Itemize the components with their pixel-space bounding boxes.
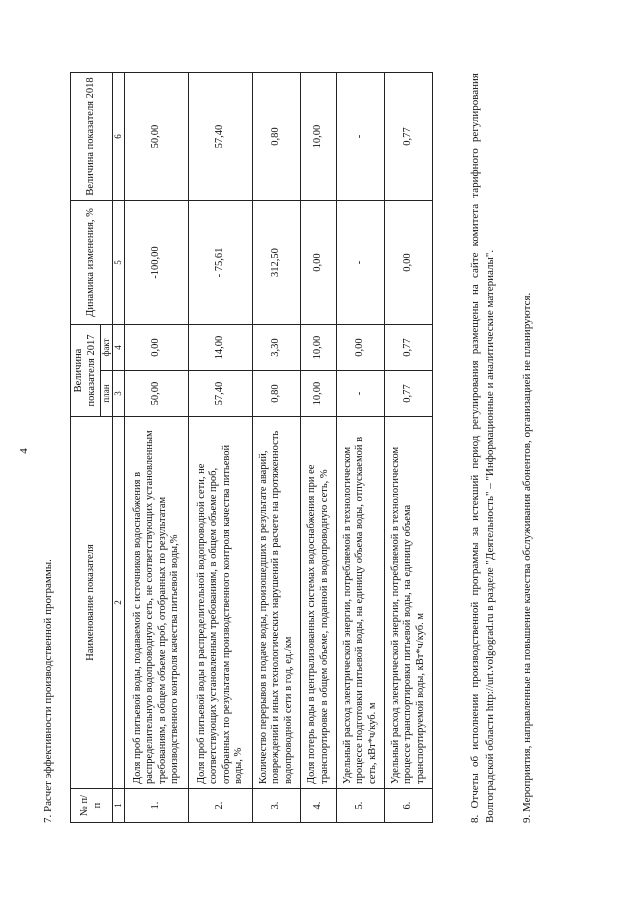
table-row — [125, 73, 189, 823]
header-dynamics: Динамика изменения, % — [71, 201, 113, 325]
row-name: Доля проб питьевой воды, подаваемой с источников водоснабжения в распределительную водопроводную сеть, не соответствующих установленным требованиям, в общем объеме проб, отобранных по результатам производственного контроля качества питьевой воды,% — [125, 417, 189, 789]
header-plan: план — [101, 371, 113, 417]
row-plan: 0,80 — [253, 371, 301, 417]
row-plan: 57,40 — [189, 371, 253, 417]
header-value-2018: Величина показателя 2018 — [71, 73, 113, 201]
row-name: Удельный расход электрической энергии, потребляемой в технологическом процессе подготовки питьевой воды, на единицу объема воды, отпускаемой в сеть, кВт*ч/куб. м — [337, 417, 385, 789]
row-value-2018: 57,40 — [189, 73, 253, 201]
row-fact: 14,00 — [189, 325, 253, 371]
page-number: 4 — [18, 448, 30, 454]
row-fact: 0,00 — [125, 325, 189, 371]
row-num: 1. — [125, 789, 189, 823]
table-row — [337, 73, 385, 823]
row-plan: - — [337, 371, 385, 417]
row-dynamics: - 75,61 — [189, 201, 253, 325]
row-num: 4. — [301, 789, 337, 823]
col-number: 2 — [113, 417, 125, 789]
row-num: 2. — [189, 789, 253, 823]
table-row — [253, 73, 301, 823]
row-fact: 3,30 — [253, 325, 301, 371]
row-name: Удельный расход электрической энергии, потребляемой в технологическом процессе транспортировки питьевой воды, на единицу объема транспортируемой воды, кВт*ч/куб. м — [385, 417, 433, 789]
paragraph-9: 9. Мероприятия, направленные на повышение качества обслуживания абонентов, организацией не планируются. — [521, 292, 533, 823]
row-name: Количество перерывов в подаче воды, произошедших в результате аварий, повреждений и иных технологических нарушений в расчете на протяженность водопроводной сети в год, ед./км — [253, 417, 301, 789]
row-dynamics: 0,00 — [385, 201, 433, 325]
row-dynamics: 312,50 — [253, 201, 301, 325]
row-fact: 0,77 — [385, 325, 433, 371]
column-number-row — [113, 73, 125, 823]
row-dynamics: -100,00 — [125, 201, 189, 325]
row-num: 3. — [253, 789, 301, 823]
header-value-2017: Величина показателя 2017 — [71, 325, 101, 417]
row-num: 6. — [385, 789, 433, 823]
header-name: Наименование показателя — [71, 417, 113, 789]
row-value-2018: - — [337, 73, 385, 201]
col-number: 3 — [113, 371, 125, 417]
table-row — [301, 73, 337, 823]
row-fact: 10,00 — [301, 325, 337, 371]
row-dynamics: 0,00 — [301, 201, 337, 325]
row-value-2018: 0,77 — [385, 73, 433, 201]
col-number: 6 — [113, 73, 125, 201]
row-value-2018: 10,00 — [301, 73, 337, 201]
row-dynamics: - — [337, 201, 385, 325]
row-num: 5. — [337, 789, 385, 823]
table-row — [189, 73, 253, 823]
header-num: № п/п — [71, 789, 113, 823]
row-plan: 0,77 — [385, 371, 433, 417]
section-title: 7. Расчет эффективности производственной программы. — [42, 559, 54, 823]
efficiency-table — [70, 72, 433, 823]
row-value-2018: 0,80 — [253, 73, 301, 201]
col-number: 1 — [113, 789, 125, 823]
row-plan: 10,00 — [301, 371, 337, 417]
row-name: Доля проб питьевой воды в распределительной водопроводной сети, не соответствующих установленным требованиям, в общем объеме проб, отобранных по результатам производственного контроля качества питьевой воды, % — [189, 417, 253, 789]
row-name: Доля потерь воды в централизованных системах водоснабжения при ее транспортировке в общем объеме, поданной в водопроводную сеть, % — [301, 417, 337, 789]
paragraph-8: 8. Отчеты об исполнении производственной программы за истекший период регулирования размещены на сайте комитета тарифного регулирования Волгоградской области http://urt.volgograd.ru в разделе "Деятельность" – "Информационные и аналитические материалы". — [469, 73, 496, 823]
col-number: 4 — [113, 325, 125, 371]
header-fact: факт — [101, 325, 113, 371]
row-plan: 50,00 — [125, 371, 189, 417]
row-value-2018: 50,00 — [125, 73, 189, 201]
table-header-row — [71, 73, 101, 823]
col-number: 5 — [113, 201, 125, 325]
row-fact: 0,00 — [337, 325, 385, 371]
table-row — [385, 73, 433, 823]
